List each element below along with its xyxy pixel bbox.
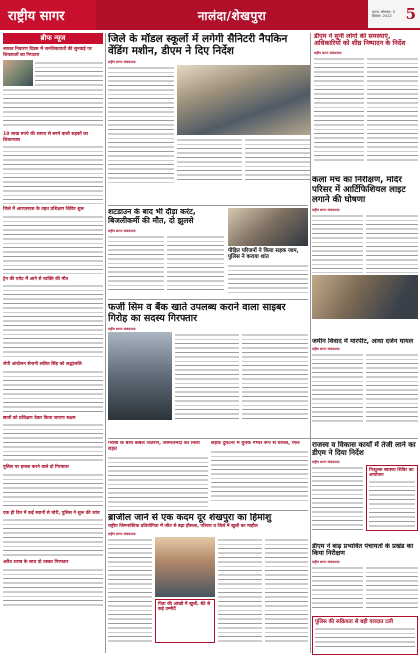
brief-headline: छात्रों को प्रशिक्षण देकर किया जाएगा सक्षम bbox=[3, 415, 76, 421]
fraud-story bbox=[108, 302, 308, 436]
fraud-body bbox=[242, 332, 308, 420]
column-rule bbox=[310, 33, 311, 653]
camp-box-body bbox=[369, 479, 415, 529]
flood-byline: राष्ट्रीय सागर संवाददाता bbox=[312, 559, 340, 564]
brief-headline: जिले में आरएसएस के तहत प्रशिक्षण शिविर शुरू bbox=[3, 207, 84, 212]
row-rule bbox=[108, 510, 308, 511]
bottom-box-headline: पुलिस की सक्रियता से बड़ी वारदात टली bbox=[315, 619, 394, 625]
mid-body bbox=[312, 352, 363, 424]
brief-body bbox=[3, 87, 103, 129]
camp-box bbox=[366, 465, 418, 531]
lead-body bbox=[177, 137, 242, 183]
brazil-inset bbox=[155, 599, 215, 643]
brazil-byline: राष्ट्रीय सागर संवाददाता bbox=[108, 531, 136, 536]
brief-body bbox=[3, 144, 103, 204]
mid-body bbox=[366, 352, 418, 424]
brazil-subheadline: राष्ट्रीय जिमनास्टिक प्रतियोगिता में जीत से बढ़ा हौसला, परिवार व जिले में खुशी का माहौल bbox=[108, 524, 258, 530]
briefs-tag: ब्रीफ न्यूज bbox=[3, 33, 103, 44]
stage-body bbox=[366, 213, 418, 273]
mid-story bbox=[312, 338, 418, 434]
brazil-photo bbox=[155, 537, 215, 597]
brief-body bbox=[3, 422, 103, 462]
flood-body bbox=[366, 565, 418, 611]
dm-byline: राष्ट्रीय सागर संवाददाता bbox=[314, 50, 342, 55]
fraud-byline: राष्ट्रीय सागर संवाददाता bbox=[108, 327, 136, 331]
flood-headline: डीएम ने बाढ़ प्रभावित पंचायतों के प्रखंड का किया निरीक्षण bbox=[312, 543, 414, 558]
lead-story bbox=[108, 33, 310, 203]
brief-headline: 10 लाख रुपये की लागत से बनने वाली सड़कों का शिलान्यास bbox=[3, 132, 88, 143]
brief-body bbox=[3, 472, 103, 508]
fraud-headline: फर्जी सिम व बैंक खाते उपलब्ध कराने वाला साइबर गिरोह का सदस्य गिरफ्तार bbox=[108, 302, 286, 324]
lead-headline: जिले के मॉडल स्कूलों में लगेगी सैनिटरी नैपकिन वेंडिंग मशीन, डीएम ने दिए निर्देश bbox=[108, 33, 288, 57]
brief-headline: पुलिस पर हमला करने वाले दो गिरफ्तार bbox=[3, 465, 69, 470]
brazil-body bbox=[218, 537, 262, 645]
brief-body bbox=[3, 517, 103, 557]
brazil-inset-text: पिता की आंखों में खुशी, बेटे से कई उम्मीदें bbox=[158, 601, 211, 613]
dm-headline: डीएम ने सुनी लोगों की समस्याएं, अधिकारियों को शीघ्र निष्पादन के निर्देश bbox=[314, 33, 406, 48]
shock-headline: शटडाउन के बाद भी दौड़ा करंट, बिजलीकर्मी की मौत, दो झुलसे bbox=[108, 208, 196, 225]
shock-body bbox=[108, 234, 164, 292]
brief-headline: एक ही दिन में कई स्थानों से चोरी, पुलिस ने शुरू की जांच bbox=[3, 510, 100, 516]
lower-headline: सड़क दुर्घटना में युवक गंभीर रूप से घायल, रेफर bbox=[211, 441, 300, 446]
pull-column bbox=[228, 208, 308, 296]
project-headline: राजस्व व विकास कार्यों में तेजी लाने का डीएम ने दिया निर्देश bbox=[312, 441, 416, 458]
pull-photo bbox=[228, 208, 308, 246]
lead-byline: राष्ट्रीय सागर संवाददाता bbox=[108, 60, 136, 64]
brand-logo: राष्ट्रीय सागर bbox=[0, 0, 96, 30]
brief-body bbox=[3, 567, 103, 607]
brazil-story bbox=[108, 513, 308, 655]
lower-story-2 bbox=[211, 441, 308, 507]
brief-body bbox=[3, 214, 103, 274]
pull-body bbox=[228, 263, 308, 293]
masthead bbox=[0, 0, 420, 30]
lower-story-1 bbox=[108, 441, 208, 507]
shock-story bbox=[108, 208, 224, 296]
briefs-column bbox=[3, 33, 103, 653]
shock-body bbox=[167, 234, 224, 292]
stage-photo bbox=[312, 275, 418, 319]
stage-headline: कला मंच का निरीक्षण, मंदिर परिसर में आर्टिफिशियल लाइट लगाने की घोषणा bbox=[312, 176, 406, 205]
lead-body bbox=[108, 65, 174, 183]
brief-body bbox=[3, 369, 103, 413]
brief-body bbox=[35, 60, 103, 86]
shock-byline: राष्ट्रीय सागर संवाददाता bbox=[108, 228, 136, 233]
flood-story bbox=[312, 543, 418, 613]
dm-body bbox=[367, 56, 418, 164]
brazil-body bbox=[108, 537, 152, 645]
brief-body bbox=[3, 283, 103, 359]
lower-body bbox=[108, 455, 208, 507]
fraud-photo bbox=[108, 332, 172, 420]
bottom-box-body bbox=[315, 626, 415, 650]
mid-byline: राष्ट्रीय सागर संवाददाता bbox=[312, 347, 340, 352]
brazil-body bbox=[265, 537, 308, 645]
lead-photo bbox=[177, 65, 310, 135]
row-rule bbox=[108, 438, 418, 439]
pull-box-text: पीड़ित परिजनों ने किया सड़क जाम, पुलिस ने कराया शांत bbox=[228, 248, 299, 261]
project-story bbox=[312, 441, 418, 539]
lower-headline: गरीबों के बीच कंबल वितरण, जरूरतमंदों को मिली राहत bbox=[108, 441, 200, 452]
project-byline: राष्ट्रीय सागर संवाददाता bbox=[312, 459, 340, 464]
brief-headline: अवैध शराब के साथ दो तस्कर गिरफ्तार bbox=[3, 560, 69, 565]
row-rule bbox=[108, 299, 308, 300]
section-title: नालंदा/शेखपुरा bbox=[96, 0, 368, 30]
row-rule bbox=[108, 205, 308, 206]
project-body bbox=[312, 465, 363, 531]
fraud-body bbox=[175, 332, 239, 420]
page-number: 5 bbox=[405, 5, 416, 23]
dm-story bbox=[314, 33, 418, 173]
lower-body bbox=[211, 449, 308, 501]
dateline bbox=[368, 0, 420, 30]
brief-photo bbox=[3, 60, 33, 86]
brazil-headline: ब्राजील जाने से एक कदम दूर शेखपुरा का हिमांशु bbox=[108, 513, 272, 523]
mid-headline: जमीन विवाद में मारपीट, आधा दर्जन घायल bbox=[312, 338, 414, 345]
brief-headline: जेपी आंदोलन सेनानी ललित सिंह को श्रद्धांजलि bbox=[3, 362, 82, 367]
date-text: पटना, सोमवार, 5 दिसंबर, 2022 bbox=[372, 10, 395, 18]
stage-story bbox=[312, 176, 418, 334]
flood-body bbox=[312, 565, 363, 611]
brief-headline: शकात निवारण दिवस में जनशिकायतों की सुनवाई पर शिकायतों का निपटारा bbox=[3, 47, 92, 58]
bottom-box bbox=[312, 616, 418, 655]
lead-body bbox=[245, 137, 310, 183]
dm-body bbox=[314, 56, 364, 164]
column-rule bbox=[105, 33, 106, 653]
stage-body bbox=[312, 213, 363, 273]
camp-box-title: निःशुल्क स्वास्थ्य शिविर का आयोजन bbox=[369, 467, 414, 479]
brief-headline: ट्रेन की चपेट में आने से व्यक्ति की मौत bbox=[3, 276, 69, 282]
stage-byline: राष्ट्रीय सागर संवाददाता bbox=[312, 208, 340, 213]
